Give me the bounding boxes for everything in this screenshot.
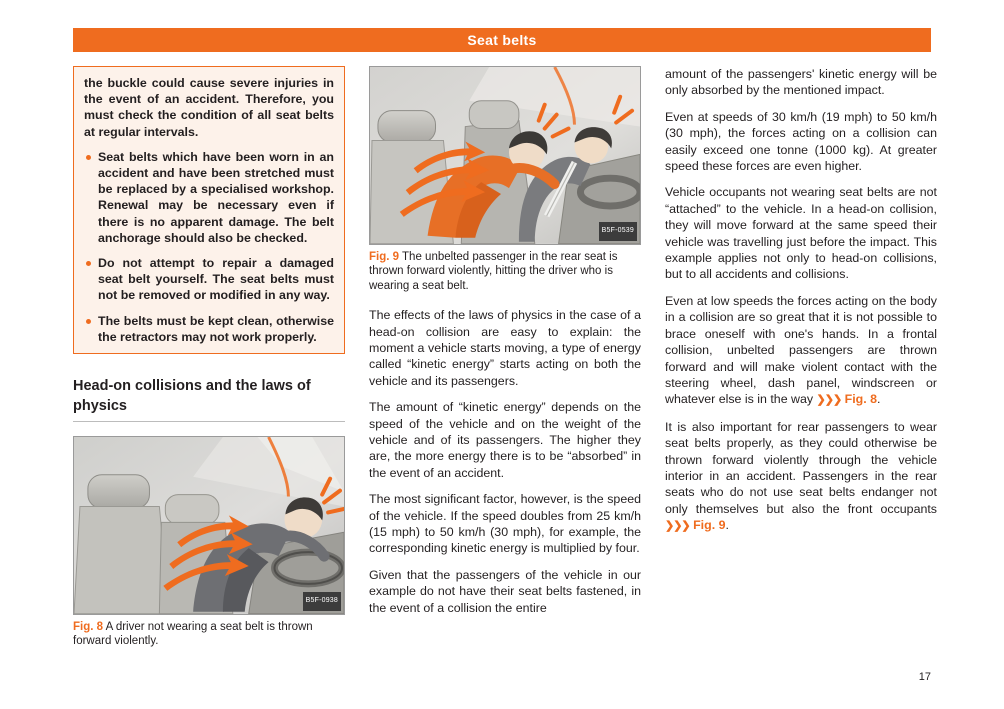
body-paragraph-with-reference [665,419,937,535]
figure-reference-link[interactable] [665,518,725,532]
section-heading: Head-on collisions and the laws of physics [73,376,345,422]
figure-8-frame [73,436,345,615]
column-left [73,66,345,649]
warning-bullet-text: Do not attempt to repair a damaged seat belt yourself. The seat belts must not be removed or modified in any way. [98,256,334,303]
body-paragraph-text: It is also important for rear passengers to wear seat belts properly, as they could otherwise be thrown forward violently through the vehicle interior in an accident. Passengers in the rear seats who do not use seat belts endanger not only themselves but also the front occupants [665,419,937,516]
body-paragraph-with-reference [665,293,937,409]
warning-intro: the buckle could cause severe injuries in the event of an accident. Therefore, you must check the condition of all seat belts at regular intervals. [84,76,334,139]
body-paragraph: The effects of the laws of physics in the case of a head-on collision are easy to explain: the moment a vehicle starts moving, a type of energy called “kinetic energy” starts acting on both the vehicle and its passengers. [369,308,641,388]
body-paragraph: The most significant factor, however, is the speed of the vehicle. If the speed doubles from 25 km/h (15 mph) to 50 km/h (30 mph), for example, the corresponding kinetic energy is multiplied by four. [369,492,641,556]
warning-bullet [84,313,334,345]
figure-9 [369,66,641,293]
bullet-dot-icon [86,319,91,324]
body-paragraph: Given that the passengers of the vehicle in our example do not have their seat belts fastened, in the event of a collision the entire [369,567,641,615]
figure-reference-label: Fig. 9 [693,518,726,533]
warning-box [73,66,345,354]
figure-8-caption [73,620,345,649]
figure-8-caption-text: A driver not wearing a seat belt is thrown forward violently. [73,620,313,648]
sentence-period: . [725,518,729,533]
figure-9-label: Fig. 9 [369,250,400,263]
page-header-title: Seat belts [73,28,931,52]
manual-page [48,18,956,691]
warning-bullet-text: The belts must be kept clean, otherwise the retractors may not work properly. [98,313,334,344]
reference-arrow-icon: ❯❯❯ [816,394,842,407]
sentence-period: . [877,392,881,407]
bullet-dot-icon [86,261,91,266]
figure-8-code: B5F-0938 [303,592,341,610]
body-paragraph: Vehicle occupants not wearing seat belts are not “attached” to the vehicle. In a head-on collision, they will move forward at the same speed their vehicle was travelling just before the impact. This example applies not only to head-on collisions, but to all accidents and collisions. [665,185,937,282]
figure-reference-label: Fig. 8 [844,392,877,407]
reference-arrow-icon: ❯❯❯ [665,520,690,533]
body-paragraph: Even at speeds of 30 km/h (19 mph) to 50 km/h (30 mph), the forces acting on a collision can easily exceed one tonne (1000 kg). At greater speed these forces are even higher. [665,109,937,174]
column-middle [369,66,641,626]
illustration-rear-passenger-thrown-forward [370,67,640,244]
body-paragraph: The amount of “kinetic energy” depends on the speed of the vehicle and on the weight of the vehicle and of its passengers. The higher they are, the more energy there is to be “absorbed” in the event of an accident. [369,400,641,480]
warning-bullet [84,255,334,304]
figure-9-code: B5F-0539 [599,222,637,240]
figure-9-caption-text: The unbelted passenger in the rear seat is thrown forward violently, hitting the driver who is wearing a seat belt. [369,250,618,292]
warning-bullet [84,149,334,246]
figure-9-frame [369,66,641,245]
body-paragraph: amount of the passengers' kinetic energy will be only absorbed by the mentioned impact. [665,67,937,98]
column-right [665,66,937,545]
warning-bullet-text: Seat belts which have been worn in an accident and have been stretched must be replaced by a specialised workshop. Renewal may be necessary even if there is no apparent damage. The belt anchorage should also be checked. [98,149,334,245]
figure-9-caption [369,250,641,294]
figure-reference-link[interactable] [817,392,877,406]
bullet-dot-icon [86,155,91,160]
figure-8 [73,436,345,649]
illustration-driver-thrown-forward [74,437,344,614]
column-middle-body [369,307,641,616]
figure-8-label: Fig. 8 [73,620,104,633]
page-number: 17 [918,671,931,683]
body-paragraph-text: Even at low speeds the forces acting on the body in a collision are so great that it is not possible to brace oneself with one's hands. In a frontal collision, unbelted passengers are thrown forward and will make violent contact with the steering wheel, dash panel, windscreen or whatever else is in the way [665,293,937,407]
